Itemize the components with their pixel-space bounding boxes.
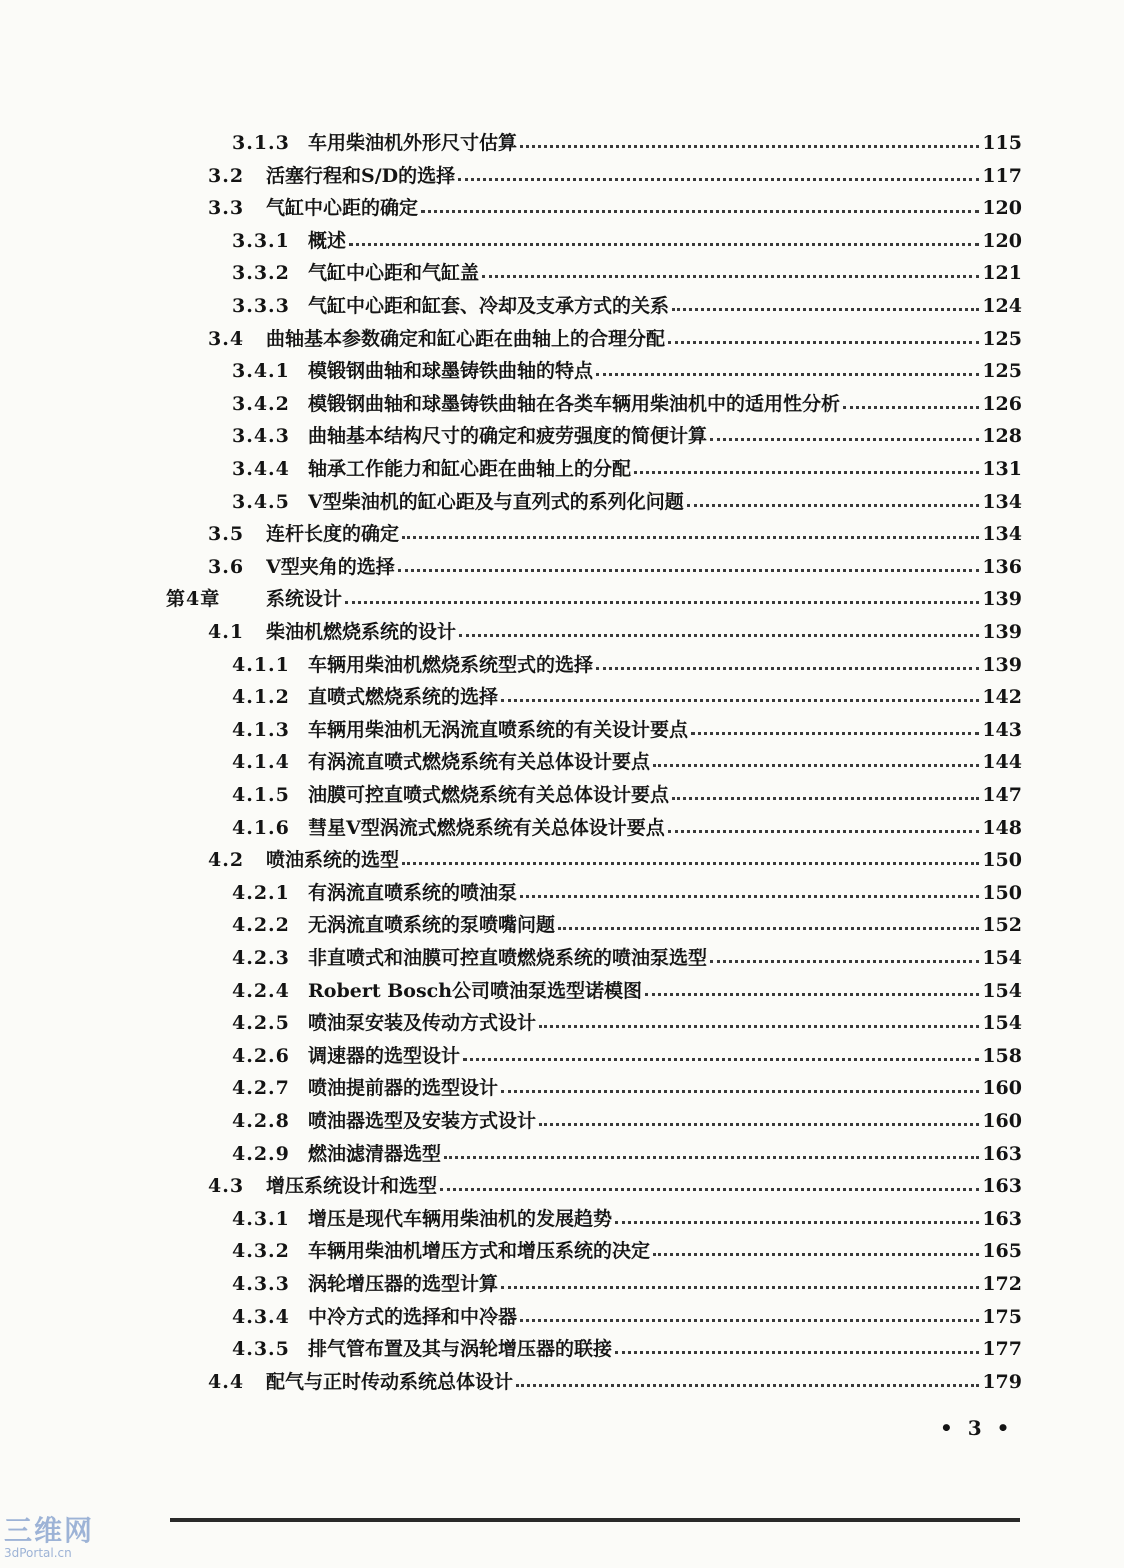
toc-entry-number: 3.2 xyxy=(208,165,245,187)
toc-entry-page: 175 xyxy=(982,1306,1022,1328)
toc-entry-number: 4.3 xyxy=(208,1175,245,1197)
toc-subsection-entry xyxy=(232,715,1022,745)
toc-entry-page: 131 xyxy=(982,458,1022,480)
toc-entry-page: 147 xyxy=(982,784,1022,806)
toc-entry-page: 179 xyxy=(982,1371,1022,1393)
toc-entry-number: 4.2.4 xyxy=(232,980,290,1002)
watermark-brand: 三维网 xyxy=(4,1514,95,1547)
toc-entry-number: 4.1.2 xyxy=(232,686,290,708)
toc-subsection-entry xyxy=(232,1269,1022,1299)
toc-entry-number: 4.3.5 xyxy=(232,1338,290,1360)
toc-subsection-entry xyxy=(232,976,1022,1006)
toc-entry-title: 车用柴油机外形尺寸估算 xyxy=(308,132,518,154)
toc-entry-page: 143 xyxy=(982,719,1022,741)
toc-subsection-entry xyxy=(232,258,1022,288)
toc-entry-number: 3.3.3 xyxy=(232,295,290,317)
toc-entry-number: 4.2.7 xyxy=(232,1077,290,1099)
toc-entry-page: 177 xyxy=(982,1338,1022,1360)
toc-entry-number: 3.3.1 xyxy=(232,230,290,252)
toc-entry-title: 车辆用柴油机增压方式和增压系统的决定 xyxy=(308,1240,651,1262)
toc-entry-page: 150 xyxy=(982,849,1022,871)
toc-entry-title: 配气与正时传动系统总体设计 xyxy=(266,1371,514,1393)
dot-leader xyxy=(501,1286,979,1289)
watermark-logo xyxy=(4,1516,104,1564)
dot-leader xyxy=(634,471,979,474)
toc-entry-title: 增压系统设计和选型 xyxy=(266,1175,438,1197)
toc-entry-page: 160 xyxy=(982,1110,1022,1132)
toc-entry-page: 126 xyxy=(982,393,1022,415)
toc-entry-page: 154 xyxy=(982,1012,1022,1034)
toc-entry-title: 燃油滤清器选型 xyxy=(308,1143,442,1165)
dot-leader xyxy=(615,1351,979,1354)
toc-entry-title: 气缸中心距的确定 xyxy=(266,197,419,219)
toc-subsection-entry xyxy=(232,389,1022,419)
toc-entry-number: 3.4.2 xyxy=(232,393,290,415)
toc-entry-title: 油膜可控直喷式燃烧系统有关总体设计要点 xyxy=(308,784,670,806)
toc-entry-number: 第4章 xyxy=(166,588,221,610)
toc-entry-number: 3.3 xyxy=(208,197,245,219)
toc-entry-page: 154 xyxy=(982,980,1022,1002)
toc-entry-number: 4.2.3 xyxy=(232,947,290,969)
toc-subsection-entry xyxy=(232,1334,1022,1364)
dot-leader xyxy=(520,1319,979,1322)
toc-subsection-entry xyxy=(232,813,1022,843)
dot-leader xyxy=(402,536,979,539)
toc-subsection-entry xyxy=(232,650,1022,680)
dot-leader xyxy=(421,210,979,213)
toc-subsection-entry xyxy=(232,943,1022,973)
dot-leader xyxy=(402,862,979,865)
toc-entry-title: 调速器的选型设计 xyxy=(308,1045,461,1067)
dot-leader xyxy=(345,601,979,604)
dot-leader xyxy=(501,699,979,702)
toc-entry-title: 车辆用柴油机燃烧系统型式的选择 xyxy=(308,654,594,676)
toc-section-entry xyxy=(208,161,1022,191)
dot-leader xyxy=(691,732,979,735)
toc-subsection-entry xyxy=(232,291,1022,321)
toc-entry-page: 124 xyxy=(982,295,1022,317)
dot-leader xyxy=(653,1253,979,1256)
toc-entry-title: 非直喷式和油膜可控直喷燃烧系统的喷油泵选型 xyxy=(308,947,708,969)
toc-entry-number: 4.1.1 xyxy=(232,654,290,676)
toc-entry-number: 3.4.1 xyxy=(232,360,290,382)
dot-leader xyxy=(539,1123,979,1126)
toc-entry-number: 4.1.6 xyxy=(232,817,290,839)
toc-entry-title: 增压是现代车辆用柴油机的发展趋势 xyxy=(308,1208,613,1230)
toc-entry-page: 125 xyxy=(982,360,1022,382)
toc-subsection-entry xyxy=(232,780,1022,810)
toc-entry-number: 3.1.3 xyxy=(232,132,290,154)
toc-subsection-entry xyxy=(232,1204,1022,1234)
dot-leader xyxy=(672,308,979,311)
toc-entry-page: 142 xyxy=(982,686,1022,708)
toc-subsection-entry xyxy=(232,878,1022,908)
toc-subsection-entry xyxy=(232,356,1022,386)
toc-entry-page: 125 xyxy=(982,328,1022,350)
toc-entry-number: 4.2.9 xyxy=(232,1143,290,1165)
toc-entry-title: V型柴油机的缸心距及与直列式的系列化问题 xyxy=(308,491,684,513)
toc-entry-page: 160 xyxy=(982,1077,1022,1099)
toc-entry-title: 曲轴基本结构尺寸的确定和疲劳强度的简便计算 xyxy=(308,425,708,447)
toc-entry-page: 165 xyxy=(982,1240,1022,1262)
toc-entry-page: 134 xyxy=(982,491,1022,513)
toc-subsection-entry xyxy=(232,1302,1022,1332)
toc-entry-number: 4.3.1 xyxy=(232,1208,290,1230)
dot-leader xyxy=(668,341,979,344)
toc-entry-title: 车辆用柴油机无涡流直喷系统的有关设计要点 xyxy=(308,719,689,741)
toc-entry-page: 163 xyxy=(982,1175,1022,1197)
dot-leader xyxy=(520,895,979,898)
toc-entry-number: 4.4 xyxy=(208,1371,245,1393)
dot-leader xyxy=(459,634,979,637)
dot-leader xyxy=(444,1156,979,1159)
toc-subsection-entry xyxy=(232,421,1022,451)
toc-subsection-entry xyxy=(232,1236,1022,1266)
toc-entry-page: 120 xyxy=(982,230,1022,252)
toc-entry-number: 4.2.8 xyxy=(232,1110,290,1132)
toc-entry-number: 4.1.4 xyxy=(232,751,290,773)
toc-entry-page: 152 xyxy=(982,914,1022,936)
toc-entry-number: 4.3.2 xyxy=(232,1240,290,1262)
dot-leader xyxy=(349,243,979,246)
dot-leader xyxy=(672,797,979,800)
toc-subsection-entry xyxy=(232,910,1022,940)
toc-entry-number: 3.4.3 xyxy=(232,425,290,447)
toc-entry-page: 136 xyxy=(982,556,1022,578)
dot-leader xyxy=(539,1025,979,1028)
toc-subsection-entry xyxy=(232,1041,1022,1071)
toc-subsection-entry xyxy=(232,1139,1022,1169)
toc-entry-title: 概述 xyxy=(308,230,347,252)
toc-entry-title: 柴油机燃烧系统的设计 xyxy=(266,621,457,643)
toc-entry-title: 中冷方式的选择和中冷器 xyxy=(308,1306,518,1328)
toc-entry-title: 曲轴基本参数确定和缸心距在曲轴上的合理分配 xyxy=(266,328,666,350)
toc-entry-number: 4.2.5 xyxy=(232,1012,290,1034)
toc-entry-number: 4.2 xyxy=(208,849,245,871)
dot-leader xyxy=(516,1384,979,1387)
dot-leader xyxy=(653,764,979,767)
toc-section-entry xyxy=(208,617,1022,647)
toc-entry-page: 139 xyxy=(982,588,1022,610)
toc-entry-title: 无涡流直喷系统的泵喷嘴问题 xyxy=(308,914,556,936)
toc-chapter-entry xyxy=(166,584,1022,614)
toc-entry-title: 涡轮增压器的选型计算 xyxy=(308,1273,499,1295)
toc-entry-title: 喷油提前器的选型设计 xyxy=(308,1077,499,1099)
toc-entry-page: 139 xyxy=(982,621,1022,643)
watermark-domain: 3dPortal.cn xyxy=(4,1546,72,1560)
toc-entry-title: 喷油泵安装及传动方式设计 xyxy=(308,1012,537,1034)
toc-entry-title: V型夹角的选择 xyxy=(266,556,395,578)
dot-leader xyxy=(710,438,979,441)
bottom-rule xyxy=(170,1518,1020,1522)
toc-section-entry xyxy=(208,552,1022,582)
toc-entry-page: 120 xyxy=(982,197,1022,219)
toc-entry-number: 4.1 xyxy=(208,621,245,643)
toc-entry-title: 轴承工作能力和缸心距在曲轴上的分配 xyxy=(308,458,632,480)
toc-subsection-entry xyxy=(232,747,1022,777)
toc-entry-number: 3.6 xyxy=(208,556,245,578)
dot-leader xyxy=(398,569,980,572)
toc-subsection-entry xyxy=(232,1008,1022,1038)
dot-leader xyxy=(843,406,979,409)
toc-subsection-entry xyxy=(232,226,1022,256)
toc-entry-title: 喷油系统的选型 xyxy=(266,849,400,871)
toc-entry-page: 154 xyxy=(982,947,1022,969)
toc-section-entry xyxy=(208,845,1022,875)
toc-entry-number: 4.3.4 xyxy=(232,1306,290,1328)
toc-section-entry xyxy=(208,1367,1022,1397)
toc-entry-title: 系统设计 xyxy=(266,588,343,610)
toc-entry-title: 气缸中心距和缸套、冷却及支承方式的关系 xyxy=(308,295,670,317)
dot-leader xyxy=(596,373,979,376)
toc-entry-page: 121 xyxy=(982,262,1022,284)
toc-section-entry xyxy=(208,324,1022,354)
toc-entry-title: 喷油器选型及安装方式设计 xyxy=(308,1110,537,1132)
toc-entry-number: 3.4 xyxy=(208,328,245,350)
toc-subsection-entry xyxy=(232,682,1022,712)
toc-subsection-entry xyxy=(232,487,1022,517)
toc-entry-page: 117 xyxy=(982,165,1022,187)
dot-leader xyxy=(558,927,979,930)
toc-entry-page: 172 xyxy=(982,1273,1022,1295)
dot-leader xyxy=(458,178,979,181)
toc-section-entry xyxy=(208,1171,1022,1201)
toc-entry-title: 有涡流直喷式燃烧系统有关总体设计要点 xyxy=(308,751,651,773)
dot-leader xyxy=(463,1058,979,1061)
toc-entry-number: 4.3.3 xyxy=(232,1273,290,1295)
toc-entry-page: 150 xyxy=(982,882,1022,904)
toc-entry-page: 128 xyxy=(982,425,1022,447)
toc-subsection-entry xyxy=(232,1073,1022,1103)
toc-entry-title: 模锻钢曲轴和球墨铸铁曲轴的特点 xyxy=(308,360,594,382)
dot-leader xyxy=(440,1188,979,1191)
toc-entry-number: 4.2.6 xyxy=(232,1045,290,1067)
toc-entry-page: 139 xyxy=(982,654,1022,676)
toc-entry-number: 3.4.4 xyxy=(232,458,290,480)
toc-entry-page: 144 xyxy=(982,751,1022,773)
toc-subsection-entry xyxy=(232,1106,1022,1136)
dot-leader xyxy=(668,830,980,833)
toc-entry-number: 3.3.2 xyxy=(232,262,290,284)
dot-leader xyxy=(645,993,979,996)
toc-entry-page: 148 xyxy=(982,817,1022,839)
toc-entry-page: 134 xyxy=(982,523,1022,545)
toc-subsection-entry xyxy=(232,128,1022,158)
toc-subsection-entry xyxy=(232,454,1022,484)
toc-entry-number: 3.5 xyxy=(208,523,245,545)
toc-section-entry xyxy=(208,519,1022,549)
dot-leader xyxy=(615,1221,979,1224)
toc-entry-page: 163 xyxy=(982,1143,1022,1165)
toc-entry-page: 158 xyxy=(982,1045,1022,1067)
dot-leader xyxy=(501,1090,979,1093)
dot-leader xyxy=(596,667,979,670)
toc-entry-number: 3.4.5 xyxy=(232,491,290,513)
toc-entry-page: 115 xyxy=(982,132,1022,154)
toc-entry-title: 模锻钢曲轴和球墨铸铁曲轴在各类车辆用柴油机中的适用性分析 xyxy=(308,393,841,415)
toc-entry-title: 直喷式燃烧系统的选择 xyxy=(308,686,499,708)
dot-leader xyxy=(520,145,979,148)
toc-entry-title: 有涡流直喷系统的喷油泵 xyxy=(308,882,518,904)
toc-entry-page: 163 xyxy=(982,1208,1022,1230)
toc-entry-number: 4.1.3 xyxy=(232,719,290,741)
dot-leader xyxy=(482,275,979,278)
toc-entry-title: 气缸中心距和气缸盖 xyxy=(308,262,480,284)
toc-entry-title: 连杆长度的确定 xyxy=(266,523,400,545)
page-number: • 3 • xyxy=(940,1416,1014,1440)
toc-entry-number: 4.2.2 xyxy=(232,914,290,936)
dot-leader xyxy=(710,960,979,963)
toc-entry-number: 4.2.1 xyxy=(232,882,290,904)
toc-entry-title: 彗星V型涡流式燃烧系统有关总体设计要点 xyxy=(308,817,665,839)
toc-entry-title: Robert Bosch公司喷油泵选型诺模图 xyxy=(308,980,643,1002)
dot-leader xyxy=(687,504,980,507)
toc-entry-title: 排气管布置及其与涡轮增压器的联接 xyxy=(308,1338,613,1360)
toc-section-entry xyxy=(208,193,1022,223)
toc-entry-number: 4.1.5 xyxy=(232,784,290,806)
toc-entry-title: 活塞行程和S/D的选择 xyxy=(266,165,456,187)
